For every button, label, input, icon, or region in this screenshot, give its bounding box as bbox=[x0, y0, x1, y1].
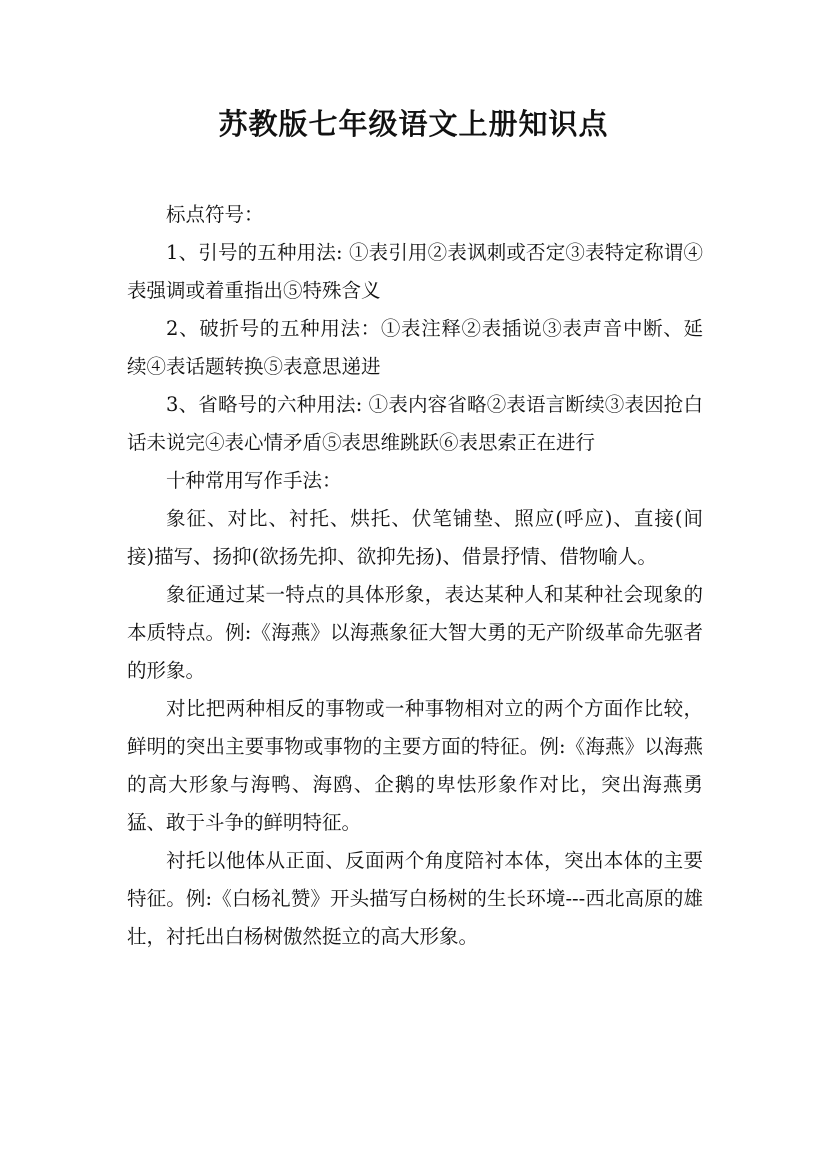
paragraph-dash: 2、破折号的五种用法：①表注释②表插说③表声音中断、延续④表话题转换⑤表意思递进 bbox=[127, 317, 703, 378]
paragraph-technique-list: 象征、对比、衬托、烘托、伏笔铺垫、照应(呼应)、直接(间接)描写、扬抑(欲扬先抑、欲抑先扬)、借景抒情、借物喻人。 bbox=[127, 507, 703, 568]
paragraph-ellipsis: 3、省略号的六种用法: ①表内容省略②表语言断续③表因抢白话未说完④表心情矛盾⑤表思维跳跃⑥表思索正在进行 bbox=[127, 393, 703, 454]
paragraph-foil: 衬托以他体从正面、反面两个角度陪衬本体，突出本体的主要特征。例:《白杨礼赞》开头描写白杨树的生长环境---西北高原的雄壮，衬托出白杨树傲然挺立的高大形象。 bbox=[127, 849, 703, 948]
section-heading-writing-techniques: 十种常用写作手法： bbox=[166, 469, 342, 492]
paragraph-quotation-marks: 1、引号的五种用法: ①表引用②表讽刺或否定③表特定称谓④表强调或着重指出⑤特殊含义 bbox=[127, 241, 703, 302]
document-body bbox=[127, 196, 703, 956]
section-heading-punctuation: 标点符号： bbox=[166, 203, 264, 226]
paragraph-contrast: 对比把两种相反的事物或一种事物相对立的两个方面作比较，鲜明的突出主要事物或事物的主要方面的特征。例:《海燕》以海燕的高大形象与海鸭、海鸥、企鹅的卑怯形象作对比，突出海燕勇猛、敢于斗争的鲜明特征。 bbox=[127, 697, 703, 834]
document-title: 苏教版七年级语文上册知识点 bbox=[218, 107, 609, 141]
paragraph-symbolism: 象征通过某一特点的具体形象，表达某种人和某种社会现象的本质特点。例:《海燕》以海燕象征大智大勇的无产阶级革命先驱者的形象。 bbox=[127, 583, 703, 682]
